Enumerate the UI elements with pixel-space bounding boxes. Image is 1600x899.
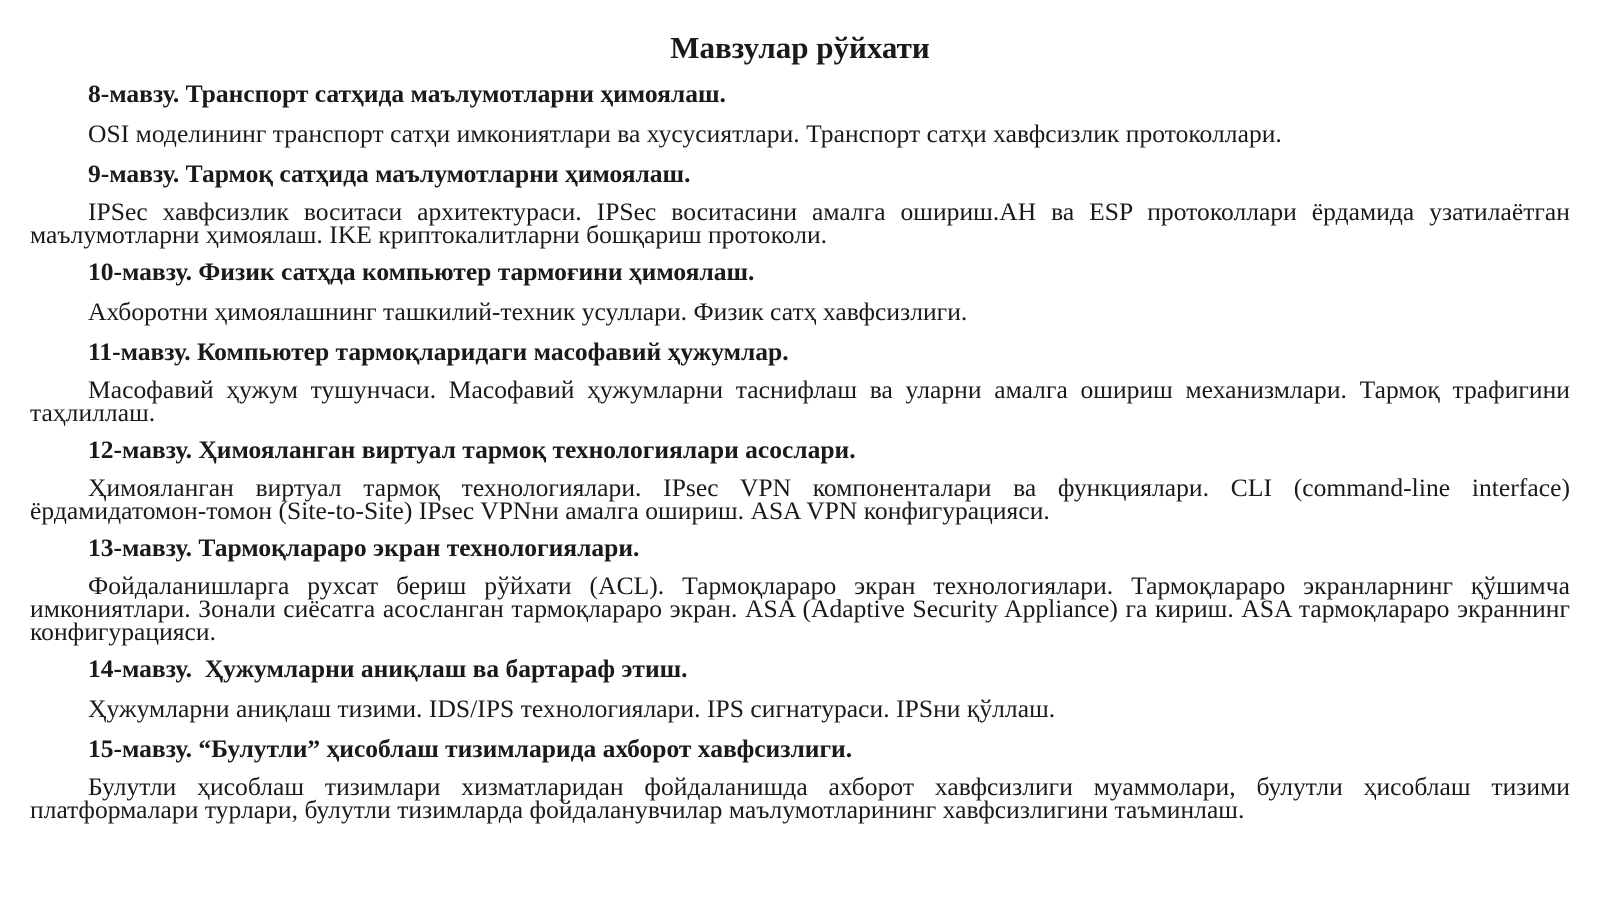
topic-10 <box>30 258 1570 326</box>
page-title: Мавзулар рўйхати <box>670 30 930 65</box>
topic-8 <box>30 80 1570 148</box>
topic-heading: 14-мавзу. Ҳужумларни аниқлаш ва бартараф этиш. <box>88 654 688 683</box>
topic-11 <box>30 337 1570 427</box>
topic-14 <box>30 655 1570 723</box>
topic-15 <box>30 734 1570 824</box>
topic-heading: 13-мавзу. Тармоқлараро экран технологиялари. <box>88 533 640 562</box>
topic-body: Булутли ҳисоблаш тизимлари хизматларидан фойдаланишда ахборот хавфсизлиги муаммолари, булутли ҳисоблаш тизими платформалари турлари, булутли тизимларда фойдаланувчилар маълумотларининг хавфсизлигини таъминлаш. <box>30 772 1570 824</box>
topic-body: IPSec хавфсизлик воситаси архитектураси. IPSec воситасини амалга ошириш.AH ва ESP протоколлари ёрдамида узатилаётган маълумотларни ҳимоялаш. IKE криптокалитларни бошқариш протоколи. <box>30 197 1570 249</box>
topic-heading: 10-мавзу. Физик сатҳда компьютер тармоғини ҳимоялаш. <box>88 257 755 286</box>
topic-heading: 11-мавзу. Компьютер тармоқларидаги масофавий ҳужумлар. <box>88 337 789 366</box>
topic-body: Ахборотни ҳимоялашнинг ташкилий-техник усуллари. Физик сатҳ хавфсизлиги. <box>88 297 968 326</box>
topic-heading: 12-мавзу. Ҳимояланган виртуал тармоқ технологиялари асослари. <box>88 435 856 464</box>
topic-heading: 8-мавзу. Транспорт сатҳида маълумотларни ҳимоялаш. <box>88 79 726 108</box>
topic-heading: 9-мавзу. Тармоқ сатҳида маълумотларни ҳимоялаш. <box>88 159 691 188</box>
topic-body: OSI моделининг транспорт сатҳи имкониятлари ва хусусиятлари. Транспорт сатҳи хавфсизлик протоколлари. <box>88 119 1282 148</box>
topic-body: Фойдаланишларга рухсат бериш рўйхати (ACL). Тармоқлараро экран технологиялари. Тармоқлараро экранларнинг қўшимча имкониятлари. Зонали сиёсатга асосланган тармоқлараро экран. ASA (Adaptive Security Appliance) га кириш. ASA тармоқлараро экраннинг конфигурацияси. <box>30 571 1570 646</box>
topic-13 <box>30 533 1570 646</box>
topic-12 <box>30 435 1570 525</box>
topic-body: Масофавий ҳужум тушунчаси. Масофавий ҳужумларни таснифлаш ва уларни амалга ошириш механизмлари. Тармоқ трафигини таҳлиллаш. <box>30 375 1570 427</box>
topic-9 <box>30 159 1570 249</box>
topic-body: Ҳужумларни аниқлаш тизими. IDS/IPS технологиялари. IPS сигнатураси. IPSни қўллаш. <box>88 694 1056 723</box>
topic-heading: 15-мавзу. “Булутли” ҳисоблаш тизимларида ахборот хавфсизлиги. <box>88 734 853 763</box>
topic-body: Ҳимояланган виртуал тармоқ технологиялари. IPsec VPN компоненталари ва функциялари. CLI (command-line interface) ёрдамидатомон-томон (Site-to-Site) IPsec VPNни амалга ошириш. ASA VPN конфигурацияси. <box>30 473 1570 525</box>
